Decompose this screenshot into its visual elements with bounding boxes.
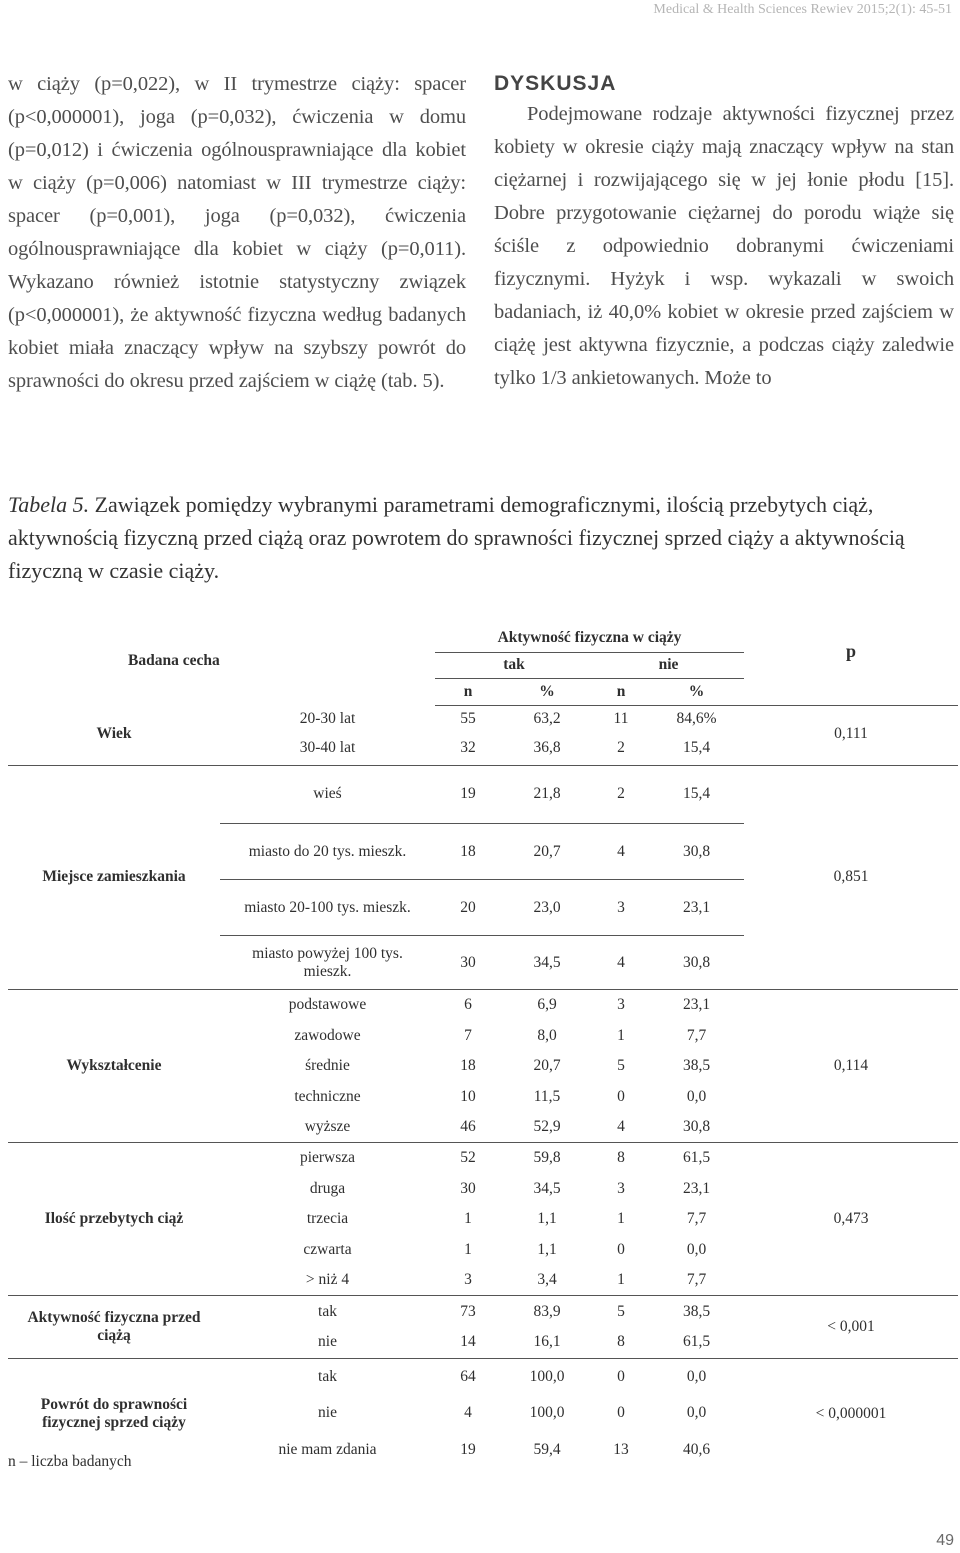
nie-n: 1 [617, 1270, 625, 1288]
nie-n: 4 [617, 1117, 625, 1135]
nie-pct: 23,1 [649, 880, 744, 936]
tak-n: 19 [435, 766, 501, 824]
nie-pct: 0,0 [686, 1403, 707, 1421]
header-p: p [845, 640, 856, 661]
tak-n: 6 [464, 996, 472, 1013]
header-n-nie: n [593, 678, 649, 705]
nie-pct: 0,0 [686, 1367, 707, 1385]
tak-n: 30 [460, 953, 476, 971]
row-label: > niż 4 [305, 1270, 350, 1288]
row-label: miasto 20-100 tys. mieszk. [220, 880, 435, 936]
tak-n: 14 [460, 1333, 476, 1351]
nie-pct: 30,8 [682, 953, 711, 971]
group-name: Wiek [96, 725, 132, 742]
section-heading-dyskusja: DYSKUSJA [494, 72, 617, 95]
nie-n: 0 [617, 1087, 625, 1105]
group-p-value: 0,851 [833, 868, 869, 886]
tak-n: 46 [460, 1117, 476, 1135]
tak-pct: 36,8 [533, 739, 561, 756]
tak-n: 32 [460, 739, 476, 756]
nie-n: 4 [617, 953, 625, 971]
tak-pct: 83,9 [533, 1302, 561, 1320]
group-p-value: 0,114 [833, 1056, 869, 1074]
tak-pct: 20,7 [501, 824, 593, 880]
group-p-value: < 0,001 [827, 1317, 875, 1335]
table-row [8, 1296, 958, 1327]
nie-n: 13 [613, 1440, 629, 1458]
tak-n: 20 [435, 880, 501, 936]
nie-pct: 0,0 [686, 1240, 707, 1258]
table-row [8, 1359, 958, 1395]
table-row [8, 990, 958, 1020]
nie-pct: 61,5 [682, 1333, 711, 1351]
header-pct-tak: % [501, 678, 593, 705]
tak-n: 1 [464, 1240, 472, 1258]
tak-pct: 100,0 [529, 1403, 565, 1421]
tak-n: 52 [460, 1149, 476, 1166]
nie-n: 8 [617, 1333, 625, 1351]
table-row [8, 1143, 958, 1174]
header-nie: nie [593, 652, 744, 678]
group-name: Miejsce zamieszkania [42, 868, 186, 886]
tak-pct: 63,2 [533, 710, 561, 728]
nie-pct: 15,4 [682, 739, 711, 756]
row-label: nie [318, 1333, 337, 1351]
nie-pct: 23,1 [682, 1179, 711, 1197]
table-caption-text: Zawiązek pomiędzy wybranymi parametrami demograficznymi, ilością przebytych ciąż, aktywnością fizyczną przed ciążą oraz powrotem do sprawności fizycznej sprzed ciąży a aktywnością fizyczną w czasie ciąży. [8, 492, 905, 583]
tak-n: 4 [464, 1403, 472, 1421]
row-label: podstawowe [288, 996, 367, 1013]
nie-pct: 0,0 [686, 1087, 707, 1105]
row-label: techniczne [294, 1087, 361, 1105]
row-label: trzecia [306, 1210, 349, 1227]
nie-n: 4 [593, 824, 649, 880]
results-table [8, 624, 958, 1469]
row-label: czwarta [303, 1240, 352, 1258]
tak-pct: 34,5 [533, 953, 561, 971]
tak-pct: 16,1 [533, 1333, 561, 1351]
row-label: druga [309, 1179, 346, 1197]
group-name: Ilość przebytych ciąż [44, 1209, 184, 1227]
nie-n: 0 [617, 1367, 625, 1385]
nie-pct: 15,4 [649, 766, 744, 824]
nie-n: 8 [617, 1149, 625, 1166]
row-label: miasto powyżej 100 tys. mieszk. [252, 944, 403, 980]
nie-n: 2 [593, 766, 649, 824]
nie-pct: 61,5 [682, 1149, 711, 1166]
nie-n: 0 [617, 1403, 625, 1421]
header-feature: Badana cecha [128, 652, 220, 669]
nie-pct: 23,1 [682, 996, 711, 1013]
header-tak: tak [435, 652, 593, 678]
nie-pct: 7,7 [686, 1026, 707, 1044]
nie-n: 3 [593, 880, 649, 936]
nie-pct: 40,6 [682, 1440, 711, 1458]
group-p-value: 0,111 [834, 725, 868, 743]
nie-pct: 30,8 [682, 1117, 711, 1135]
group-p-value: < 0,000001 [815, 1404, 887, 1422]
left-text-column [8, 68, 466, 398]
tak-n: 19 [460, 1440, 476, 1458]
row-label: tak [318, 1367, 337, 1385]
group-p-value: 0,473 [833, 1209, 869, 1227]
tak-pct: 1,1 [537, 1240, 557, 1258]
nie-pct: 7,7 [686, 1210, 707, 1227]
footnote: n – liczba badanych [8, 1453, 132, 1470]
row-label: 20-30 lat [299, 710, 356, 727]
tak-pct: 11,5 [533, 1087, 561, 1105]
tak-n: 64 [460, 1367, 476, 1385]
tak-pct: 59,4 [533, 1440, 561, 1458]
tak-pct: 8,0 [537, 1026, 557, 1044]
tak-pct: 21,8 [501, 766, 593, 824]
row-label: nie mam zdania [278, 1440, 377, 1458]
table-caption-label: Tabela 5. [8, 492, 90, 517]
row-label: średnie [305, 1057, 350, 1074]
row-label: wieś [220, 766, 435, 824]
tak-pct: 20,7 [533, 1057, 561, 1074]
tak-pct: 100,0 [529, 1367, 565, 1385]
tak-pct: 1,1 [537, 1210, 557, 1227]
left-paragraph: w ciąży (p=0,022), w II trymestrze ciąży: spacer (p<0,000001), joga (p=0,032), ćwiczenia w domu (p=0,012) i ćwiczenia ogólnousprawniające dla kobiet w ciąży (p=0,006) natomiast w III trymestrze ciąży: spacer (p=0,001), joga (p=0,032), ćwiczenia ogólnousprawniające dla kobiet w ciąży (p=0,011). Wykazano również istotnie statystyczny związek (p<0,000001), że aktywność fizyczna według badanych kobiet miała znaczący wpływ na szybszy powrót do sprawności do okresu przed zajściem w ciążę (tab. 5). [8, 73, 466, 392]
tak-n: 1 [464, 1210, 472, 1227]
tak-n: 73 [460, 1302, 476, 1320]
nie-pct: 30,8 [649, 824, 744, 880]
nie-n: 5 [617, 1302, 625, 1320]
group-name: Powrót do sprawności fizycznej sprzed ciąży [40, 1395, 188, 1431]
row-label: tak [318, 1302, 337, 1320]
row-label: miasto do 20 tys. mieszk. [220, 824, 435, 880]
tak-pct: 23,0 [501, 880, 593, 936]
nie-pct: 84,6% [676, 710, 717, 728]
table-caption [8, 488, 958, 587]
tak-pct: 59,8 [533, 1149, 561, 1166]
row-label: 30-40 lat [299, 739, 356, 756]
tak-pct: 34,5 [533, 1179, 561, 1197]
nie-pct: 38,5 [682, 1057, 711, 1074]
tak-n: 55 [460, 710, 476, 728]
tak-pct: 6,9 [537, 996, 557, 1013]
page-number: 49 [936, 1532, 954, 1549]
running-header: Medical & Health Sciences Rewiev 2015;2(1): 45-51 [653, 2, 952, 17]
table-row [8, 705, 958, 733]
nie-pct: 7,7 [686, 1270, 707, 1288]
header-n-tak: n [435, 678, 501, 705]
discussion-paragraph: Podejmowane rodzaje aktywności fizycznej przez kobiety w okresie ciąży mają znaczący wpływ na stan ciężarnej i rozwijającego się w jej łonie płodu [15]. Dobre przygotowanie ciężarnej do porodu wiąże się ściśle z odpowiednio dobranymi ćwiczeniami fizycznymi. Hyżyk i wsp. wykazali w swoich badaniach, iż 40,0% kobiet w okresie przed zajściem w ciążę jest aktywna fizycznie, a podczas ciąży zaledwie tylko 1/3 ankietowanych. Może to [494, 103, 954, 389]
row-label: zawodowe [294, 1026, 361, 1044]
nie-n: 3 [617, 1179, 625, 1197]
nie-pct: 38,5 [682, 1302, 711, 1320]
nie-n: 2 [617, 739, 625, 756]
group-name: Aktywność fizyczna przed ciążą [27, 1308, 201, 1344]
table-row [8, 766, 958, 824]
tak-n: 30 [460, 1179, 476, 1197]
nie-n: 5 [617, 1057, 625, 1074]
tak-n: 10 [460, 1087, 476, 1105]
nie-n: 11 [613, 710, 629, 728]
tak-pct: 3,4 [537, 1270, 557, 1288]
header-activity: Aktywność fizyczna w ciąży [435, 624, 744, 652]
tak-n: 7 [464, 1026, 472, 1044]
nie-n: 1 [617, 1210, 625, 1227]
row-label: nie [318, 1403, 337, 1421]
header-pct-nie: % [649, 678, 744, 705]
nie-n: 0 [617, 1240, 625, 1258]
row-label: wyższe [304, 1117, 351, 1135]
nie-n: 3 [617, 996, 625, 1013]
tak-n: 18 [460, 1057, 476, 1074]
tak-n: 3 [464, 1270, 472, 1288]
row-label: pierwsza [299, 1149, 356, 1166]
tak-n: 18 [435, 824, 501, 880]
group-name: Wykształcenie [66, 1056, 162, 1074]
right-text-column [494, 70, 954, 395]
tak-pct: 52,9 [533, 1117, 561, 1135]
nie-n: 1 [617, 1026, 625, 1044]
